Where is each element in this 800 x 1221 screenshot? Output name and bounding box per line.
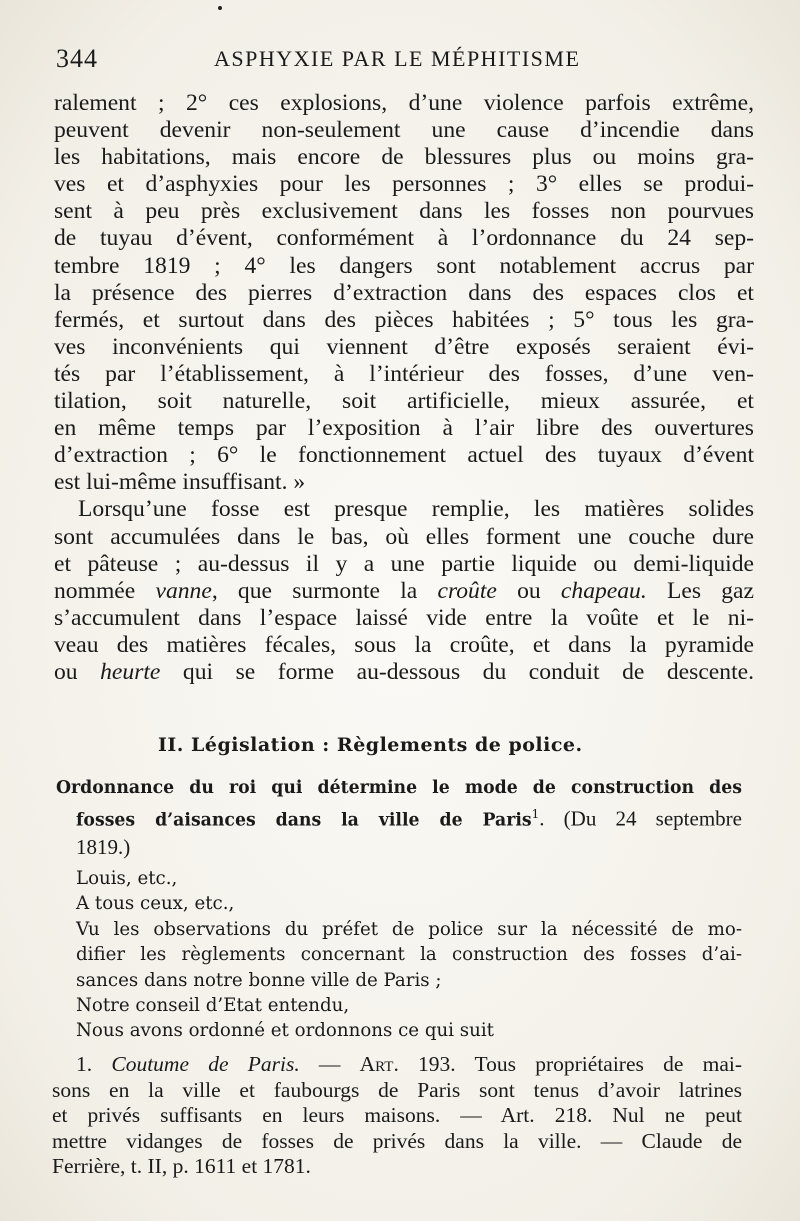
page-number: 344 bbox=[56, 44, 98, 73]
ordinance-title bbox=[56, 774, 742, 861]
text-span: — bbox=[299, 1052, 360, 1076]
text-line bbox=[54, 659, 754, 686]
ordinance-year: 1819.) bbox=[76, 834, 131, 859]
footnote-line: Ferrière, t. II, p. 1611 et 1781. bbox=[52, 1154, 311, 1179]
text-line: s’accumulent dans l’espace laissé vide entre la voûte et le ni- bbox=[54, 604, 754, 631]
ordinance-bold: fosses d’aisances dans la ville de Paris bbox=[76, 810, 532, 831]
text-line: ves inconvénients qui viennent d’être exposés seraient évi- bbox=[54, 333, 754, 360]
term-heurte: heurte bbox=[100, 658, 161, 685]
footnote-line: sons en la ville et faubourgs de Paris sont tenus d’avoir latrines bbox=[52, 1077, 742, 1102]
text-span: nommée bbox=[54, 577, 156, 604]
term-croute: croûte bbox=[437, 577, 497, 604]
text-line: veau des matières fécales, sous la croûte, et dans la pyramide bbox=[54, 631, 754, 658]
printer-mark bbox=[218, 6, 222, 10]
text-line: est lui-même insuffisant. » bbox=[54, 469, 306, 496]
footnote-source: Coutume de Paris. bbox=[111, 1052, 300, 1076]
text-line: Vu les observations du préfet de police sur la nécessité de mo- bbox=[76, 918, 742, 940]
running-head: ASPHYXIE PAR LE MÉPHITISME bbox=[214, 46, 581, 71]
text-line: Louis, etc., bbox=[76, 868, 178, 889]
term-chapeau: chapeau. bbox=[560, 577, 647, 604]
text-line: sances dans notre bonne ville de Paris ; bbox=[76, 969, 442, 991]
text-line: les habitations, mais encore de blessures plus ou moins gra- bbox=[54, 144, 754, 171]
text-span: , que surmonte la bbox=[211, 577, 438, 604]
article-label: Art. bbox=[359, 1052, 399, 1076]
text-span: ou bbox=[54, 658, 101, 685]
ordinance-line bbox=[56, 774, 742, 801]
text-line: peuvent devenir non-seulement une cause d’incendie dans bbox=[54, 117, 754, 144]
ordinance-bold: Ordonnance du roi qui détermine le mode de construction des bbox=[56, 778, 742, 798]
text-line: fermés, et surtout dans des pièces habitées ; 5° tous les gra- bbox=[54, 306, 754, 333]
footnote-line bbox=[76, 1052, 742, 1078]
text-line: difier les règlements concernant la construction des fosses d’ai- bbox=[76, 944, 742, 966]
text-line: la présence des pierres d’extraction dans des espaces clos et bbox=[54, 279, 754, 306]
paragraph-continued bbox=[54, 90, 754, 496]
text-span: 193. Tous propriétaires de mai- bbox=[398, 1052, 743, 1076]
footnote bbox=[52, 1052, 743, 1180]
text-line: Lorsqu’une fosse est presque remplie, les matières solides bbox=[78, 496, 754, 523]
text-line: sent à peu près exclusivement dans les fosses non pourvues bbox=[54, 198, 754, 225]
footnote-ref: 1 bbox=[531, 807, 540, 821]
text-line: et pâteuse ; au-dessus il y a une partie liquide ou demi-liquide bbox=[54, 550, 754, 577]
text-line: en même temps par l’exposition à l’air libre des ouvertures bbox=[54, 415, 754, 442]
text-line: Notre conseil d’Etat entendu, bbox=[76, 995, 350, 1017]
text-line: de tuyau d’évent, conformément à l’ordonnance du 24 sep- bbox=[54, 225, 754, 252]
text-span: ou bbox=[496, 577, 561, 604]
text-line: sont accumulées dans le bas, où elles forment une couche dure bbox=[54, 523, 754, 550]
text-line: d’extraction ; 6° le fonctionnement actuel des tuyaux d’évent bbox=[54, 442, 754, 469]
paragraph-fosse bbox=[54, 496, 754, 686]
footnote-line: et privés suffisants en leurs maisons. — Art. 218. Nul ne peut bbox=[52, 1103, 742, 1128]
term-vanne: vanne bbox=[155, 577, 212, 604]
ordinance-body bbox=[76, 866, 742, 1044]
ordinance-line bbox=[60, 834, 742, 861]
text-line: Nous avons ordonné et ordonnons ce qui suit bbox=[76, 1020, 494, 1042]
ordinance-line bbox=[60, 801, 742, 834]
page-header bbox=[56, 42, 756, 76]
text-span: Les gaz bbox=[646, 577, 754, 604]
text-line: tembre 1819 ; 4° les dangers sont notablement accrus par bbox=[54, 252, 754, 279]
text-line bbox=[54, 578, 754, 605]
text-line: tilation, soit naturelle, soit artificielle, mieux assurée, et bbox=[54, 388, 754, 415]
text-line: A tous ceux, etc., bbox=[76, 893, 235, 915]
main-text bbox=[54, 90, 754, 686]
text-line: tés par l’établissement, à l’intérieur des fosses, d’une ven- bbox=[54, 360, 754, 387]
footnote-line: mettre vidanges de fosses de privés dans la ville. — Claude de bbox=[52, 1128, 742, 1153]
section-heading: II. Législation : Règlements de police. bbox=[158, 734, 583, 756]
text-span: qui se forme au-dessous du conduit de descente. bbox=[160, 658, 755, 685]
ordinance-date: . (Du 24 septembre bbox=[539, 806, 742, 831]
footnote-number: 1. bbox=[76, 1052, 112, 1076]
text-line: ves et d’asphyxies pour les personnes ; 3° elles se produi- bbox=[54, 171, 754, 198]
text-line: ralement ; 2° ces explosions, d’une violence parfois extrême, bbox=[54, 90, 754, 116]
